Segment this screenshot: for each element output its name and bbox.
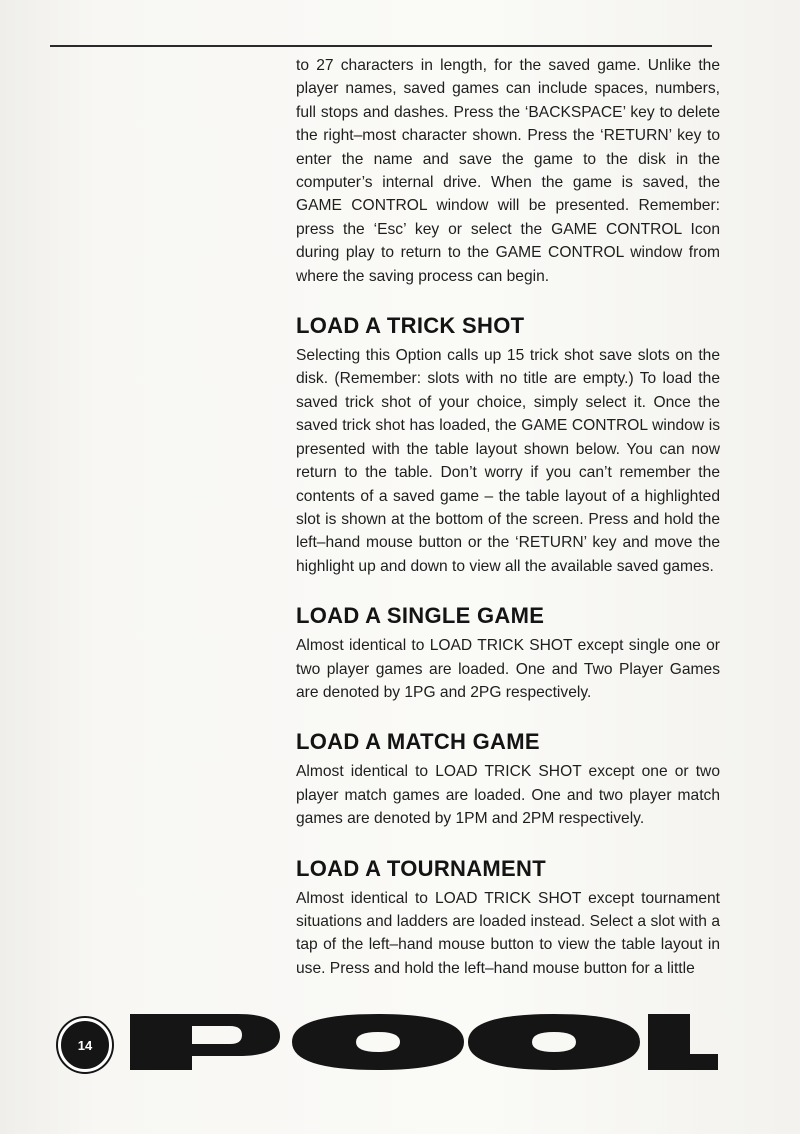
logo-letter-o — [292, 1014, 464, 1070]
section-load-match-game — [296, 728, 720, 830]
logo-letter-l — [648, 1014, 718, 1070]
logo-letter-p — [130, 1014, 280, 1070]
section-load-trick-shot — [296, 312, 720, 578]
text-column — [296, 54, 720, 980]
page-footer — [58, 1006, 720, 1076]
section-heading: LOAD A TOURNAMENT — [296, 855, 546, 881]
logo-letter-o — [468, 1014, 640, 1070]
section-load-single-game — [296, 602, 720, 704]
section-body: Almost identical to LOAD TRICK SHOT except one or two player match games are loaded. One and two player match games are denoted by 1PM and 2PM respectively. — [296, 763, 720, 828]
section-body: Selecting this Option calls up 15 trick shot save slots on the disk. (Remember: slots with no title are empty.) To load the saved trick shot of your choice, simply select it. Once the saved trick shot has loaded, the GAME CONTROL window is presented with the table layout shown below. You can now return to the table. Don’t worry if you can’t remember the contents of a saved game – the table layout of a highlighted slot is shown at the bottom of the screen. Press and hold the left–hand mouse button or the ‘RETURN’ key and move the highlight up and down to view all the available saved games. — [296, 347, 720, 575]
page-number-badge — [58, 1018, 112, 1072]
intro-paragraph: to 27 characters in length, for the saved game. Unlike the player names, saved games can include spaces, numbers, full stops and dashes. Press the ‘BACKSPACE’ key to delete the right–most character shown. Press the ‘RETURN’ key to enter the name and save the game to the disk in the computer’s internal drive. When the game is saved, the GAME CONTROL window will be presented. Remember: press the ‘Esc’ key or select the GAME CONTROL Icon during play to return to the GAME CONTROL window from where the saving process can begin. — [296, 57, 720, 285]
section-body: Almost identical to LOAD TRICK SHOT except tournament situations and ladders are loaded instead. Select a slot with a tap of the left–hand mouse button to view the table layout in use. Press and hold the left–hand mouse button for a little — [296, 889, 720, 977]
page-number: 14 — [77, 1037, 93, 1053]
section-heading: LOAD A TRICK SHOT — [296, 313, 525, 339]
top-rule — [50, 45, 712, 47]
section-heading: LOAD A MATCH GAME — [296, 729, 540, 755]
section-heading: LOAD A SINGLE GAME — [296, 603, 545, 629]
section-body: Almost identical to LOAD TRICK SHOT except single one or two player games are loaded. One and Two Player Games are denoted by 1PG and 2PG respectively. — [296, 637, 720, 701]
pool-logo — [130, 1010, 718, 1074]
section-load-tournament — [296, 855, 720, 981]
